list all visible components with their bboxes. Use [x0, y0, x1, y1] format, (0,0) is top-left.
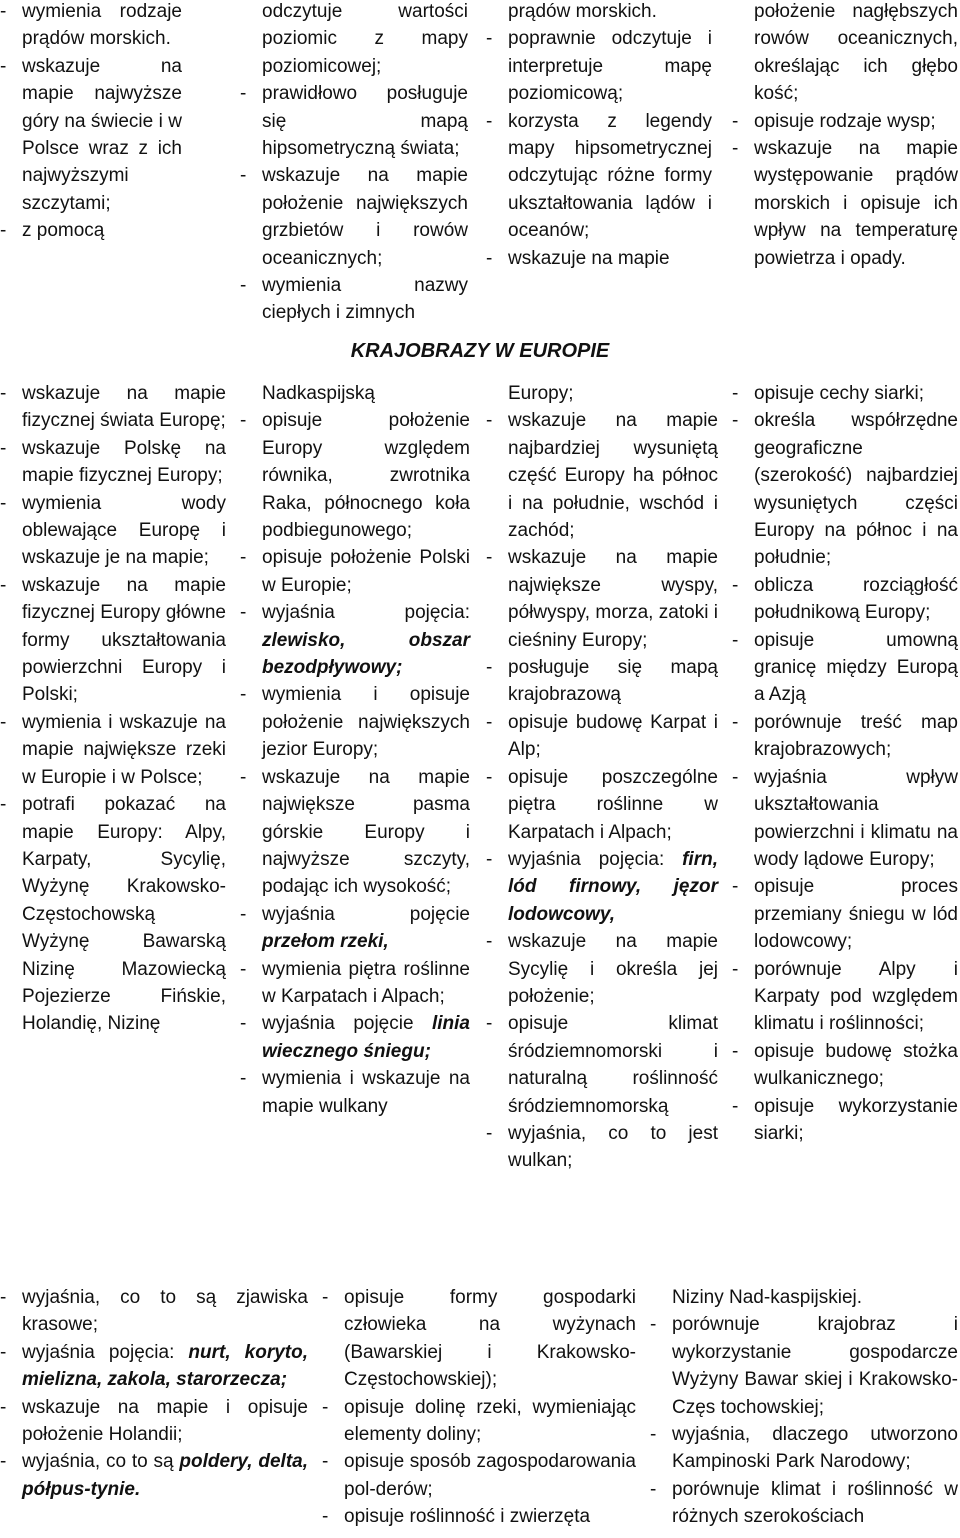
bullet-item: [322, 1448, 636, 1503]
item-plain-text: opisuje budowę Karpat i Alp;: [508, 711, 718, 761]
dash-bullet: -: [240, 547, 247, 569]
item-text: [22, 1448, 308, 1503]
dash-bullet: -: [0, 1341, 7, 1363]
item-plain-text: opisuje cechy siarki;: [754, 383, 925, 404]
item-text: [262, 1065, 470, 1120]
bullet-item: [240, 901, 470, 956]
item-text: [672, 1476, 958, 1531]
item-plain-text: wskazuje na mapie najwyższe góry na świecie i w Polsce wraz z ich najwyższymi szczytami;: [22, 55, 182, 214]
bullet-item: [240, 599, 470, 681]
dash-bullet: -: [732, 1040, 739, 1062]
item-text: [754, 1093, 958, 1148]
item-plain-text: wskazuje na mapie fizycznej świata Europę;: [22, 383, 226, 432]
top-column-2: [240, 0, 468, 327]
dash-bullet: -: [240, 275, 247, 297]
bullet-item: [486, 407, 718, 544]
dash-bullet: -: [0, 711, 7, 733]
dash-bullet: -: [240, 1013, 247, 1035]
item-plain-text: porównuje krajobraz i wykorzystanie gospodarcze Wyżyny Bawar skiej i Krakowsko-Częs tochowskiej;: [672, 1314, 958, 1418]
mid-column-4: [732, 380, 958, 1147]
item-plain-text: wskazuje na mapie występowanie prądów morskich i opisuje ich wpływ na temperaturę powietrza i opady.: [754, 138, 958, 269]
bullet-item: [240, 764, 470, 901]
dash-bullet: -: [650, 1478, 657, 1500]
item-plain-text: wskazuje na mapie najbardziej wysuniętą część Europy ha północ i na południe, wschód i zachód;: [508, 410, 718, 542]
item-text: [672, 1284, 958, 1311]
item-text: [508, 0, 712, 25]
item-text: [22, 380, 226, 435]
dash-bullet: -: [486, 547, 493, 569]
item-text: [22, 53, 182, 217]
item-text: [754, 135, 958, 272]
item-plain-text: wskazuje na mapie i opisuje położenie Holandii;: [22, 1396, 308, 1446]
item-text: [344, 1284, 636, 1394]
item-text: [344, 1448, 636, 1503]
dash-bullet: -: [0, 1287, 7, 1308]
bullet-item: [0, 572, 226, 709]
mid-column-1: [0, 380, 226, 1038]
item-plain-text: opisuje poszczególne piętra roślinne w Karpatach i Alpach;: [508, 766, 718, 843]
item-plain-text: prądów morskich.: [508, 1, 657, 22]
item-text: [262, 764, 470, 901]
dash-bullet: -: [732, 1095, 739, 1117]
bullet-item: [486, 764, 718, 846]
dash-bullet: -: [240, 684, 247, 706]
dash-bullet: -: [0, 1396, 7, 1418]
bullet-item: [486, 1010, 718, 1120]
item-text: [672, 1311, 958, 1421]
dash-bullet: -: [486, 711, 493, 733]
item-plain-text: określa współrzędne geograficzne (szerokość) najbardziej wysuniętych części Europy na północ i na południe;: [754, 410, 958, 569]
item-text: [754, 764, 958, 874]
dash-bullet: -: [322, 1287, 329, 1308]
bullet-item: [732, 380, 958, 407]
item-plain-text: wyjaśnia pojęcia:: [262, 602, 470, 624]
bullet-item: [240, 1010, 470, 1065]
item-plain-text: opisuje budowę stożka wulkanicznego;: [754, 1040, 958, 1090]
bullet-item: [0, 1394, 308, 1449]
item-plain-text: Niziny Nad-kaspijskiej.: [672, 1287, 863, 1308]
item-plain-text: wymienia piętra roślinne w Karpatach i Alpach;: [262, 958, 470, 1007]
item-plain-text: wyjaśnia, co to są: [22, 1451, 174, 1473]
item-text: [262, 544, 470, 599]
item-text: [22, 791, 226, 1038]
item-text: [754, 108, 958, 135]
bullet-item: [0, 0, 182, 53]
item-term-text: linia wiecznego śniegu;: [262, 1013, 470, 1062]
dash-bullet: -: [486, 657, 493, 679]
item-text: [344, 1503, 636, 1530]
bottom-column-1: [0, 1284, 308, 1503]
item-text: [508, 1010, 718, 1120]
bullet-item: [240, 80, 468, 162]
bullet-item: [732, 764, 958, 874]
item-plain-text: wymienia rodzaje prądów morskich.: [22, 1, 182, 50]
item-plain-text: opisuje wykorzystanie siarki;: [754, 1095, 958, 1144]
bullet-item: [486, 1120, 718, 1175]
item-plain-text: porównuje treść map krajobrazowych;: [754, 711, 958, 761]
bullet-item: [486, 654, 718, 709]
item-plain-text: położenie nagłębszych rowów oceanicznych, określając ich głębo kość;: [754, 1, 958, 105]
item-text: [22, 709, 226, 791]
item-text: [344, 1394, 636, 1449]
item-text: [262, 272, 468, 327]
item-text: [754, 627, 958, 709]
dash-bullet: -: [486, 1013, 493, 1035]
item-plain-text: wymienia i wskazuje na mapie wulkany: [262, 1068, 470, 1117]
dash-bullet: -: [0, 383, 7, 404]
item-text: [754, 0, 958, 108]
item-text: [262, 0, 468, 80]
bullet-item: [732, 709, 958, 764]
top-column-1: [0, 0, 182, 245]
dash-bullet: -: [732, 110, 739, 132]
item-text: [508, 846, 718, 928]
item-plain-text: oblicza rozciągłość południkową Europy;: [754, 574, 958, 624]
item-plain-text: wyjaśnia pojęcie: [262, 1013, 414, 1035]
item-text: [262, 80, 468, 162]
dash-bullet: -: [0, 220, 7, 242]
item-text: [22, 1284, 308, 1339]
item-plain-text: wyjaśnia, dlaczego utworzono Kampinoski Park Narodowy;: [672, 1424, 958, 1473]
bullet-item: [240, 162, 468, 272]
item-text: [262, 1010, 470, 1065]
item-text: [22, 217, 182, 244]
item-text: [262, 407, 470, 544]
bullet-item: [486, 108, 712, 245]
item-plain-text: opisuje formy gospodarki człowieka na wyżynach (Bawarskiej i Krakowsko-Częstochowskiej);: [344, 1287, 636, 1391]
continuation-text: [240, 0, 468, 80]
item-text: [262, 901, 470, 956]
dash-bullet: -: [0, 574, 7, 596]
dash-bullet: -: [0, 1451, 7, 1473]
dash-bullet: -: [650, 1424, 657, 1446]
bullet-item: [0, 490, 226, 572]
section-title: KRAJOBRAZY W EUROPIE: [350, 340, 610, 362]
dash-bullet: -: [486, 247, 493, 269]
item-plain-text: z pomocą: [22, 220, 105, 242]
item-text: [22, 1394, 308, 1449]
item-text: [262, 681, 470, 763]
dash-bullet: -: [322, 1451, 329, 1473]
dash-bullet: -: [0, 794, 7, 816]
item-plain-text: opisuje klimat śródziemnomorski i naturalną roślinność śródziemnomorską: [508, 1013, 718, 1117]
item-text: [262, 380, 470, 407]
item-plain-text: wyjaśnia wpływ ukształtowania powierzchni i klimatu na wody lądowe Europy;: [754, 766, 958, 870]
bullet-item: [732, 135, 958, 272]
item-text: [262, 162, 468, 272]
bullet-item: [0, 1448, 308, 1503]
bullet-item: [486, 245, 712, 272]
dash-bullet: -: [732, 574, 739, 596]
dash-bullet: -: [486, 1122, 493, 1144]
item-term-text: poldery, delta, półpus-tynie.: [22, 1451, 308, 1500]
dash-bullet: -: [732, 629, 739, 651]
bottom-column-2: [322, 1284, 636, 1531]
bullet-item: [240, 681, 470, 763]
item-plain-text: opisuje umowną granicę między Europą a Azją: [754, 629, 958, 706]
bullet-item: [732, 407, 958, 571]
item-text: [508, 928, 718, 1010]
dash-bullet: -: [0, 492, 7, 514]
item-text: [508, 764, 718, 846]
dash-bullet: -: [486, 766, 493, 788]
continuation-text: [486, 380, 718, 407]
bullet-item: [0, 53, 182, 217]
item-text: [508, 108, 712, 245]
bullet-item: [0, 1284, 308, 1339]
dash-bullet: -: [732, 410, 739, 432]
bullet-item: [732, 956, 958, 1038]
dash-bullet: -: [732, 876, 739, 898]
item-text: [508, 544, 718, 654]
bullet-item: [240, 956, 470, 1011]
bullet-item: [732, 627, 958, 709]
bullet-item: [0, 380, 226, 435]
item-plain-text: korzysta z legendy mapy hipsometrycznej odczytując różne formy ukształtowania lądów i oceanów;: [508, 110, 712, 242]
bullet-item: [322, 1284, 636, 1394]
bullet-item: [240, 1065, 470, 1120]
dash-bullet: -: [240, 903, 247, 925]
dash-bullet: -: [732, 138, 739, 160]
item-plain-text: wskazuje na mapie położenie największych grzbietów i rowów oceanicznych;: [262, 165, 468, 269]
item-plain-text: wyjaśnia pojęcia:: [22, 1341, 175, 1363]
bullet-item: [0, 1339, 308, 1394]
item-text: [22, 1339, 308, 1394]
item-text: [22, 435, 226, 490]
item-plain-text: wskazuje na mapie: [508, 247, 670, 269]
item-plain-text: poprawnie odczytuje i interpretuje mapę poziomicową;: [508, 28, 712, 105]
continuation-text: [240, 380, 470, 407]
mid-column-2: [240, 380, 470, 1120]
item-plain-text: posługuje się mapą krajobrazową: [508, 657, 718, 706]
item-plain-text: potrafi pokazać na mapie Europy: Alpy, Karpaty, Sycylię, Wyżynę Krakowsko-Częstochowską Wyżynę Bawarską Nizinę Mazowiecką Pojezierze Fińskie, Holandię, Nizinę: [22, 794, 226, 1035]
dash-bullet: -: [240, 165, 247, 187]
bullet-item: [0, 217, 182, 244]
item-plain-text: prawidłowo posługuje się mapą hipsometryczną świata;: [262, 83, 468, 160]
item-plain-text: wyjaśnia pojęcia:: [508, 848, 665, 870]
continuation-text: [650, 1284, 958, 1311]
item-text: [754, 1038, 958, 1093]
dash-bullet: -: [240, 1068, 247, 1090]
bullet-item: [732, 572, 958, 627]
item-plain-text: porównuje klimat i roślinność w różnych szerokościach: [672, 1478, 958, 1528]
dash-bullet: -: [486, 28, 493, 50]
bullet-item: [240, 407, 470, 544]
continuation-text: [732, 0, 958, 108]
dash-bullet: -: [240, 958, 247, 980]
bullet-item: [322, 1503, 636, 1530]
item-plain-text: wskazuje Polskę na mapie fizycznej Europy;: [22, 437, 226, 487]
item-text: [754, 380, 958, 407]
bullet-item: [322, 1394, 636, 1449]
bullet-item: [486, 709, 718, 764]
bullet-item: [732, 1093, 958, 1148]
item-text: [508, 709, 718, 764]
bullet-item: [732, 108, 958, 135]
item-term-text: zlewisko, obszar bezodpływowy;: [262, 629, 470, 679]
item-term-text: przełom rzeki,: [262, 931, 389, 953]
item-term-text: nurt, koryto, mielizna, zakola, starorzecza;: [22, 1341, 309, 1391]
dash-bullet: -: [650, 1314, 657, 1336]
dash-bullet: -: [486, 110, 493, 132]
dash-bullet: -: [732, 711, 739, 733]
bullet-item: [486, 544, 718, 654]
item-text: [22, 572, 226, 709]
item-plain-text: wskazuje na mapie Sycylię i określa jej położenie;: [508, 931, 718, 1007]
top-column-3: [486, 0, 712, 272]
bullet-item: [650, 1311, 958, 1421]
bullet-item: [0, 791, 226, 1038]
item-plain-text: wskazuje na mapie największe wyspy, półwyspy, morza, zatoki i cieśniny Europy;: [508, 547, 718, 651]
item-text: [262, 956, 470, 1011]
item-text: [262, 599, 470, 681]
dash-bullet: -: [486, 410, 493, 432]
item-text: [754, 873, 958, 955]
item-plain-text: opisuje proces przemiany śniegu w lód lodowcowy;: [754, 876, 958, 953]
item-text: [22, 0, 182, 53]
item-plain-text: opisuje położenie Polski w Europie;: [262, 547, 470, 596]
item-text: [508, 25, 712, 107]
item-plain-text: Nadkaspijską: [262, 383, 375, 404]
bullet-item: [650, 1476, 958, 1531]
dash-bullet: -: [240, 83, 247, 105]
item-plain-text: wyjaśnia, co to są zjawiska krasowe;: [22, 1287, 308, 1336]
item-text: [754, 572, 958, 627]
dash-bullet: -: [322, 1506, 329, 1528]
item-plain-text: wymienia i opisuje położenie największych jezior Europy;: [262, 684, 470, 761]
item-plain-text: wskazuje na mapie największe pasma górskie Europy i najwyższe szczyty, podając ich wysokość;: [262, 766, 470, 898]
bullet-item: [732, 873, 958, 955]
item-text: [754, 407, 958, 571]
item-plain-text: wyjaśnia pojęcie: [262, 903, 470, 925]
item-plain-text: opisuje położenie Europy względem równika, zwrotnika Raka, północnego koła podbiegunowego;: [262, 410, 470, 542]
top-column-4: [732, 0, 958, 272]
dash-bullet: -: [486, 931, 493, 953]
item-plain-text: wymienia wody oblewające Europę i wskazuje je na mapie;: [22, 492, 226, 569]
item-text: [508, 407, 718, 544]
bullet-item: [0, 435, 226, 490]
item-text: [754, 956, 958, 1038]
item-plain-text: wyjaśnia, co to jest wulkan;: [508, 1122, 718, 1172]
item-text: [508, 1120, 718, 1175]
bullet-item: [486, 928, 718, 1010]
bullet-item: [486, 846, 718, 928]
item-plain-text: wymienia nazwy ciepłych i zimnych: [262, 275, 468, 324]
item-plain-text: opisuje sposób zagospodarowania pol-derów;: [344, 1451, 636, 1500]
item-text: [672, 1421, 958, 1476]
dash-bullet: -: [0, 55, 7, 77]
item-plain-text: porównuje Alpy i Karpaty pod względem klimatu i roślinności;: [754, 958, 958, 1035]
bullet-item: [486, 25, 712, 107]
dash-bullet: -: [0, 1, 7, 22]
mid-column-3: [486, 380, 718, 1175]
item-plain-text: odczytuje wartości poziomic z mapy poziomicowej;: [262, 1, 468, 77]
item-plain-text: opisuje rodzaje wysp;: [754, 110, 936, 132]
dash-bullet: -: [0, 437, 7, 459]
continuation-text: [486, 0, 712, 25]
bullet-item: [732, 1038, 958, 1093]
item-text: [508, 245, 712, 272]
dash-bullet: -: [240, 766, 247, 788]
dash-bullet: -: [322, 1396, 329, 1418]
bottom-column-3: [650, 1284, 958, 1531]
dash-bullet: -: [240, 602, 247, 624]
item-plain-text: wskazuje na mapie fizycznej Europy główne formy ukształtowania powierzchni Europy i Polski;: [22, 574, 226, 706]
bullet-item: [650, 1421, 958, 1476]
item-plain-text: wymienia i wskazuje na mapie największe rzeki w Europie i w Polsce;: [22, 711, 226, 788]
item-plain-text: Europy;: [508, 383, 574, 404]
bullet-item: [240, 544, 470, 599]
item-text: [754, 709, 958, 764]
bullet-item: [0, 709, 226, 791]
dash-bullet: -: [486, 848, 493, 870]
item-plain-text: opisuje roślinność i zwierzęta: [344, 1506, 591, 1528]
item-text: [508, 654, 718, 709]
item-term-text: firn, lód firnowy, jęzor lodowcowy,: [508, 848, 718, 925]
item-text: [508, 380, 718, 407]
item-plain-text: opisuje dolinę rzeki, wymieniając elementy doliny;: [344, 1396, 636, 1446]
dash-bullet: -: [732, 958, 739, 980]
bullet-item: [240, 272, 468, 327]
dash-bullet: -: [240, 410, 247, 432]
dash-bullet: -: [732, 766, 739, 788]
item-text: [22, 490, 226, 572]
dash-bullet: -: [732, 383, 739, 404]
